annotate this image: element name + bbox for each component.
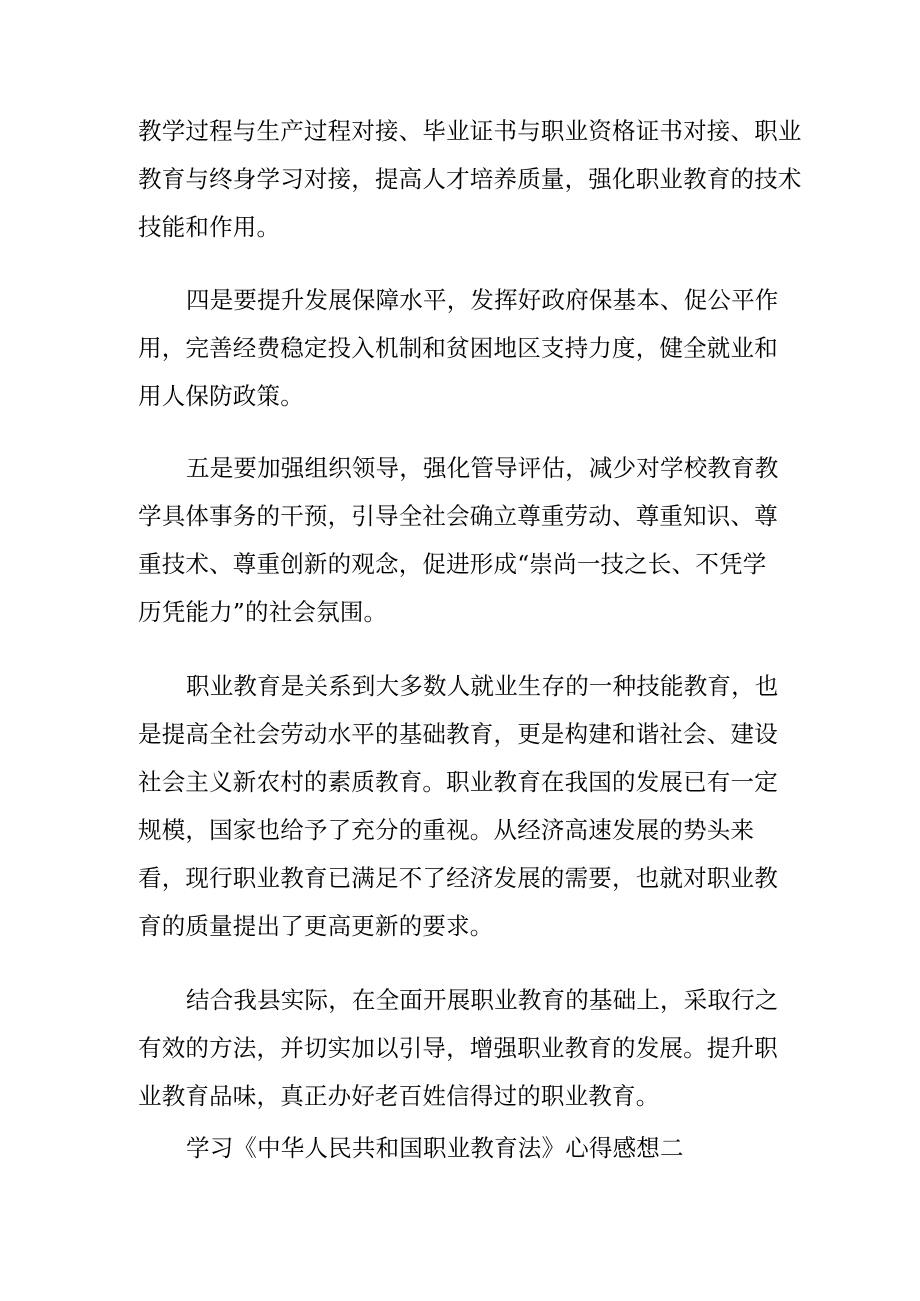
text-line: 业教育品味，真正办好老百姓信得过的职业教育。 [138, 1082, 660, 1110]
paragraph-point-four [138, 276, 788, 420]
text-line: 技能和作用。 [138, 213, 281, 241]
text-line: 教学过程与生产过程对接、毕业证书与职业资格证书对接、职业 [138, 117, 802, 145]
paragraph-point-five [138, 444, 788, 636]
text-line: 五是要加强组织领导，强化管导评估，减少对学校教育教 [186, 454, 779, 482]
text-line: 学具体事务的干预，引导全社会确立尊重劳动、尊重知识、尊 [138, 502, 778, 530]
paragraph-local-practice [138, 976, 788, 1120]
text-line: 有效的方法，并切实加以引导，增强职业教育的发展。提升职 [138, 1034, 778, 1062]
text-line: 职业教育是关系到大多数人就业生存的一种技能教育，也 [186, 672, 779, 700]
text-line: 历凭能力”的社会氛围。 [138, 598, 388, 626]
text-line: 用，完善经费稳定投入机制和贫困地区支持力度，健全就业和 [138, 334, 778, 362]
text-line: 用人保防政策。 [138, 382, 304, 410]
text-line: 社会主义新农村的素质教育。职业教育在我国的发展已有一定 [138, 768, 778, 796]
text-line: 看，现行职业教育已满足不了经济发展的需要，也就对职业教 [138, 864, 778, 892]
text-line: 是提高全社会劳动水平的基础教育，更是构建和谐社会、建设 [138, 720, 778, 748]
text-line: 规模，国家也给予了充分的重视。从经济高速发展的势头来 [138, 816, 755, 844]
text-line: 结合我县实际，在全面开展职业教育的基础上，采取行之 [186, 986, 779, 1014]
text-line: 重技术、尊重创新的观念，促进形成“崇尚一技之长、不凭学 [138, 550, 767, 578]
paragraph-continuation [138, 107, 802, 251]
section-heading [138, 1124, 788, 1172]
paragraph-vocational-education [138, 662, 788, 950]
text-line: 四是要提升发展保障水平，发挥好政府保基本、促公平作 [186, 286, 779, 314]
heading-line: 学习《中华人民共和国职业教育法》心得感想二 [186, 1134, 684, 1162]
text-line: 教育与终身学习对接，提高人才培养质量，强化职业教育的技术 [138, 165, 802, 193]
text-line: 育的质量提出了更高更新的要求。 [138, 912, 494, 940]
